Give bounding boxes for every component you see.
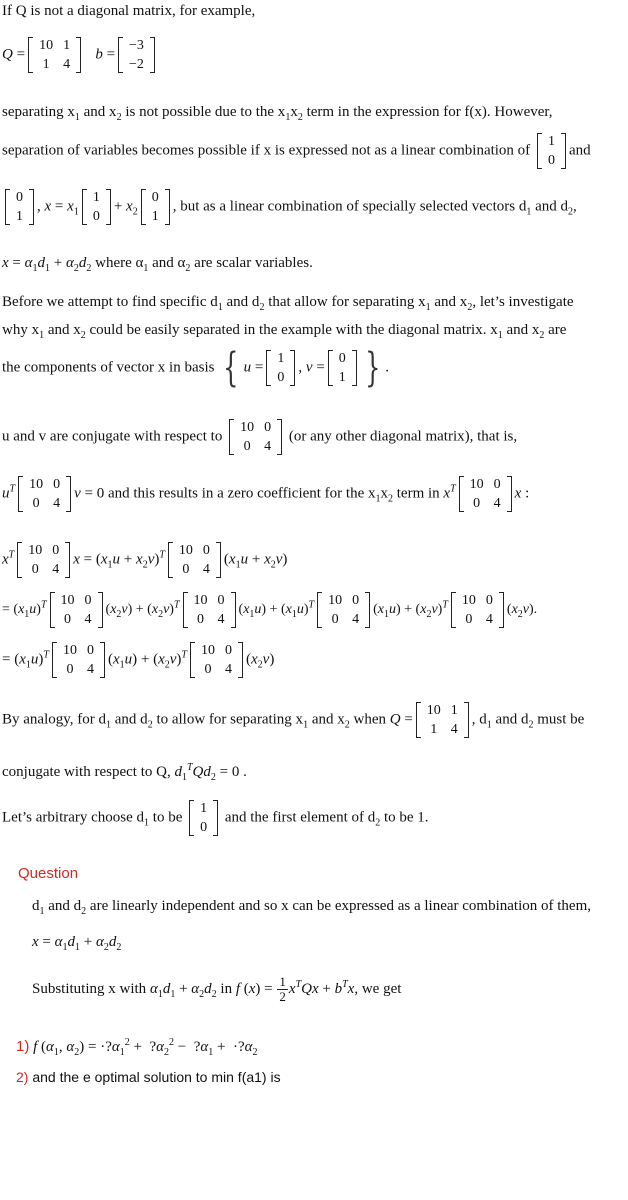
before-line: Before we attempt to find specific $d_1$ and $d_2$ that allow for separating $x_1$ and $x_2$, let’s investigate: [2, 294, 574, 313]
question-item-1: 1) f ($\alpha_1$, $\alpha_2$) = $\cdot?\alpha_1^2$ + $?\alpha_2^2$ − $?\alpha_1$ + $\cdot?\alpha_2$: [16, 1037, 258, 1058]
analogy-line: By analogy, for $d_1$ and $d_2$ to allow for separating $x_1$ and $x_2$ when Q = 10 1 1 4 , $d_1$ and $d_2$ must be: [2, 703, 585, 737]
separation-line: separation of variables becomes possible if x is expressed not as a linear combination of 1 0 and: [2, 134, 591, 168]
vector-e1: 1 0: [536, 132, 567, 170]
expansion-line-2: = $(x_1u)^T$ 10 0 0 4 $(x_2v) + (x_2v)^T$ 10 0 0 4 $(x_1u) + (x_1u)^T$ 10 0 0 4 $(x_1u) + (x_2v)^T$ 10 0 0 4 $(x_2v)$.: [2, 593, 538, 627]
question-linear-independence: $d_1$ and $d_2$ are linearly independent and so x can be expressed as a linear combination of them,: [32, 898, 591, 917]
expansion-line-3: = $(x_1u)^T$ 10 0 0 4 $(x_1u) + (x_2v)^T$ 10 0 0 4 $(x_2v)$: [2, 643, 275, 677]
vector-e2: 0 1: [4, 188, 35, 226]
why-line: why $x_1$ and $x_2$ could be easily separated in the example with the diagonal matrix. $x_1$ and $x_2$ are: [2, 322, 567, 341]
zero-coefficient-line: $u^T$ 10 0 0 4 v = 0 and this results in a zero coefficient for the $x_1x_2$ term in $x^T$ 10 0 0 4 x :: [2, 477, 530, 511]
expansion-line-1: $x^T$ 10 0 0 4 $x = (x_1u + x_2v)^T$ 10 0 0 4 $(x_1u + x_2v)$: [2, 543, 288, 577]
alpha-line: $x = \alpha_1d_1 + \alpha_2d_2$ where $\alpha_1$ and $\alpha_2$ are scalar variables.: [2, 255, 313, 274]
matrix-diag: 10 0 0 4: [228, 418, 283, 456]
separating-line: separating $x_1$ and $x_2$ is not possible due to the $x_1x_2$ term in the expression for f(x). However,: [2, 104, 553, 123]
conjugate-q-line: conjugate with respect to Q, $d_1^TQd_2 = 0$ .: [2, 762, 247, 783]
vector-b: −3 −2: [117, 36, 156, 74]
conjugate-line: u and v are conjugate with respect to 10 0 0 4 (or any other diagonal matrix), that is,: [2, 420, 518, 454]
choose-line: Let’s arbitrary choose $d_1$ to be 1 0 and the first element of $d_2$ to be 1.: [2, 801, 429, 835]
basis-set-line: the components of vector x in basis { u = 1 0 , v = 0 1 } .: [2, 345, 389, 391]
question-heading: Question: [18, 865, 79, 882]
question-item-2: 2) and the e optimal solution to min f(a1) is: [16, 1069, 281, 1085]
matrix-q: 10 1 1 4: [27, 36, 82, 74]
q-b-definition: Q = 10 1 1 4 b = −3 −2: [2, 36, 158, 74]
intro-line: If Q is not a diagonal matrix, for example,: [2, 3, 256, 19]
question-linear-combination: $x = \alpha_1d_1 + \alpha_2d_2$: [32, 934, 122, 953]
substitution-line: Substituting x with $\alpha_1d_1 + \alpha_2d_2$ in f (x) = $\frac{1}{2}$ $x^TQx + b^Tx$, we get: [32, 974, 402, 1004]
basis-line: 0 1 , $x = x_1$ 1 0 + $x_2$ 0 1 , but as a linear combination of specially selected vectors $d_1$ and $d_2$,: [2, 188, 577, 226]
